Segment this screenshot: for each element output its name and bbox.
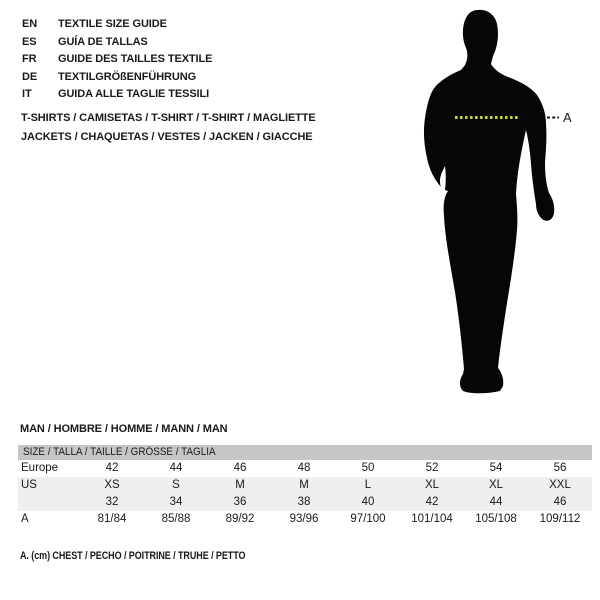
language-code: DE [22, 70, 38, 83]
silhouette [424, 10, 554, 393]
measurement-footnote: A. (cm) CHEST / PECHO / POITRINE / TRUHE / PETTO [20, 550, 246, 562]
table-cell: 50 [361, 462, 375, 474]
table-cell: 54 [489, 462, 503, 474]
table-cell: 44 [489, 496, 503, 508]
table-cell: 38 [297, 496, 311, 508]
table-cell: 105/108 [475, 513, 517, 525]
table-cell: 44 [169, 462, 183, 474]
table-cell: 46 [233, 462, 247, 474]
language-list [22, 16, 212, 104]
language-row [22, 34, 212, 52]
size-table [18, 445, 592, 528]
language-code: FR [22, 53, 37, 65]
table-cell: 42 [105, 462, 119, 474]
category-line-jackets: JACKETS / CHAQUETAS / VESTES / JACKEN / GIACCHE [21, 131, 313, 143]
language-row [22, 86, 212, 104]
size-table-header [18, 445, 592, 460]
table-cell: XXL [549, 479, 571, 491]
category-list [21, 109, 316, 147]
table-cell: 89/92 [225, 513, 255, 525]
language-label: TEXTILGRÖßENFÜHRUNG [58, 70, 197, 83]
language-code: IT [22, 88, 32, 100]
language-row [22, 69, 212, 87]
table-row-europe [18, 460, 592, 477]
table-cell: 93/96 [289, 513, 319, 525]
table-cell: XL [488, 479, 504, 491]
table-cell: XS [104, 479, 120, 491]
table-cell: 101/104 [411, 513, 453, 525]
table-cell: M [235, 479, 245, 491]
language-row [22, 16, 212, 34]
row-label: Europe [21, 462, 59, 474]
table-cell: 42 [425, 496, 439, 508]
language-code: EN [22, 18, 38, 30]
language-label: GUIDE DES TAILLES TEXTILE [58, 53, 213, 65]
language-label: GUIDA ALLE TAGLIE TESSILI [58, 88, 210, 100]
table-cell: 81/84 [97, 513, 127, 525]
table-cell: XL [424, 479, 440, 491]
table-cell: 56 [553, 462, 567, 474]
size-table-header-label: SIZE / TALLA / TAILLE / GRÖSSE / TAGLIA [23, 446, 216, 458]
table-cell: 85/88 [161, 513, 191, 525]
measure-label-a: A [563, 110, 572, 125]
table-cell: 36 [233, 496, 247, 508]
table-cell: 32 [105, 496, 119, 508]
section-title: MAN / HOMBRE / HOMME / MANN / MAN [20, 423, 228, 435]
table-cell: 97/100 [350, 513, 386, 525]
row-label: US [21, 479, 37, 491]
male-silhouette-figure [400, 0, 600, 410]
table-row-uk [18, 494, 592, 511]
row-label [18, 494, 80, 511]
table-cell: 46 [553, 496, 567, 508]
language-label: TEXTILE SIZE GUIDE [58, 18, 167, 30]
table-cell: 40 [361, 496, 375, 508]
row-label: A [21, 513, 29, 525]
table-row-chest-a [18, 511, 592, 528]
table-row-us [18, 477, 592, 494]
table-cell: 52 [425, 462, 439, 474]
language-code: ES [22, 35, 37, 48]
table-cell: L [364, 479, 372, 491]
table-cell: 48 [297, 462, 311, 474]
language-label: GUÍA DE TALLAS [58, 35, 148, 48]
table-cell: 34 [169, 496, 183, 508]
table-cell: M [299, 479, 309, 491]
category-line-tshirts: T-SHIRTS / CAMISETAS / T-SHIRT / T-SHIRT / MAGLIETTE [21, 112, 316, 124]
table-cell: S [172, 479, 180, 491]
table-cell: 109/112 [539, 513, 581, 525]
language-row [22, 51, 212, 69]
